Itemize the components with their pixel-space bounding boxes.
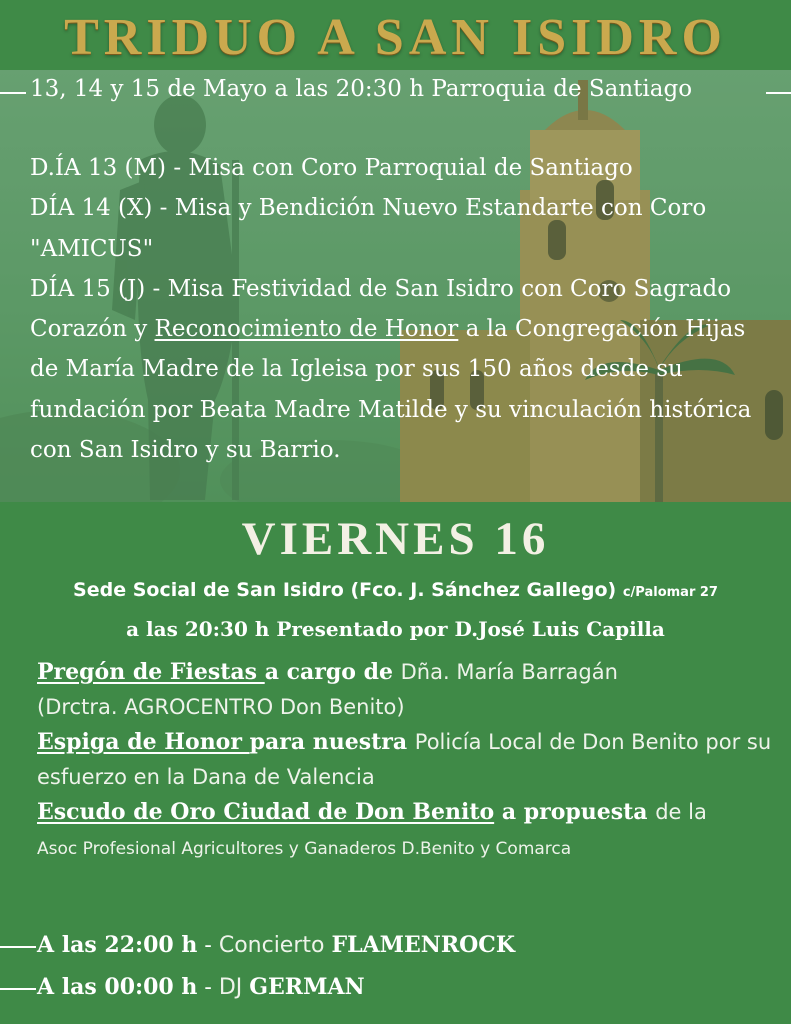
pregon-title: Pregón de Fiestas [37,659,265,685]
day-15-text: DÍA 15 (J) - Misa Festividad de San Isidro con Coro Sagrado Corazón y [30,275,732,343]
triduo-schedule [30,148,770,470]
event-dj-line [37,974,365,1000]
event-separator: - [197,933,219,958]
event-name: FLAMENROCK [331,932,515,958]
event-rule [0,988,36,990]
section-heading-viernes: VIERNES 16 [241,513,550,565]
day-14: DÍA 14 (X) - Misa y Bendición Nuevo Estandarte con Coro "AMICUS" [30,195,707,262]
day-15 [30,269,770,470]
pregon-connector: a cargo de [264,659,401,685]
left-rule [0,92,26,94]
event-rule [0,946,36,948]
event-concert [0,928,791,966]
escudo-connector: a propuesta [494,799,656,825]
espiga-title: Espiga de Honor [37,729,250,755]
presentation-time: a las 20:30 h Presentado por D.José Luis Capilla [126,617,665,641]
date-line-text: 13, 14 y 15 de Mayo a las 20:30 h Parroquia de Santiago [30,76,693,102]
espiga-recipient: Policía Local de Don Benito por su esfuerzo en la Dana de Valencia [37,730,772,789]
pregon-role-line [37,690,777,725]
event-dj [0,970,791,1008]
honor-recognition: Reconocimiento de Honor [154,316,459,343]
event-concert-line [37,932,515,958]
escudo-proposer-line [37,830,777,867]
escudo-title: Escudo de Oro Ciudad de Don Benito [37,799,495,825]
date-line [0,74,791,110]
venue [0,579,791,601]
event-time: A las 22:00 h [37,932,198,958]
event-time: A las 00:00 h [37,974,198,1000]
escudo-proposer: Asoc Profesional Agricultores y Ganaderos D.Benito y Comarca [37,839,572,859]
day-13: D.ÍA 13 (M) - Misa con Coro Parroquial de Santiago [30,155,633,181]
espiga-connector: para nuestra [249,729,415,755]
venue-address: c/Palomar 27 [622,585,718,600]
pregon-person: Dña. María Barragán [400,660,618,684]
espiga-item [37,725,777,795]
event-label: Concierto [218,933,332,958]
event-label: DJ [218,975,250,1000]
right-rule [766,92,791,94]
page-title: TRIDUO A SAN ISIDRO [64,9,727,66]
escudo-item [37,795,777,830]
pregon-item [37,655,777,690]
day-15-detail: a la Congregación Hijas de María Madre de la Igleisa por sus 150 años desde su fundación por Beata Madre Matilde y su vinculación histórica con San Isidro y su Barrio. [30,316,752,464]
venue-name: Sede Social de San Isidro (Fco. J. Sánchez Gallego) [73,579,617,601]
event-name: GERMAN [249,974,365,1000]
awards-list [37,655,777,867]
pregon-role: (Drctra. AGROCENTRO Don Benito) [37,695,405,719]
escudo-de: de la [655,800,707,824]
event-separator: - [197,975,219,1000]
